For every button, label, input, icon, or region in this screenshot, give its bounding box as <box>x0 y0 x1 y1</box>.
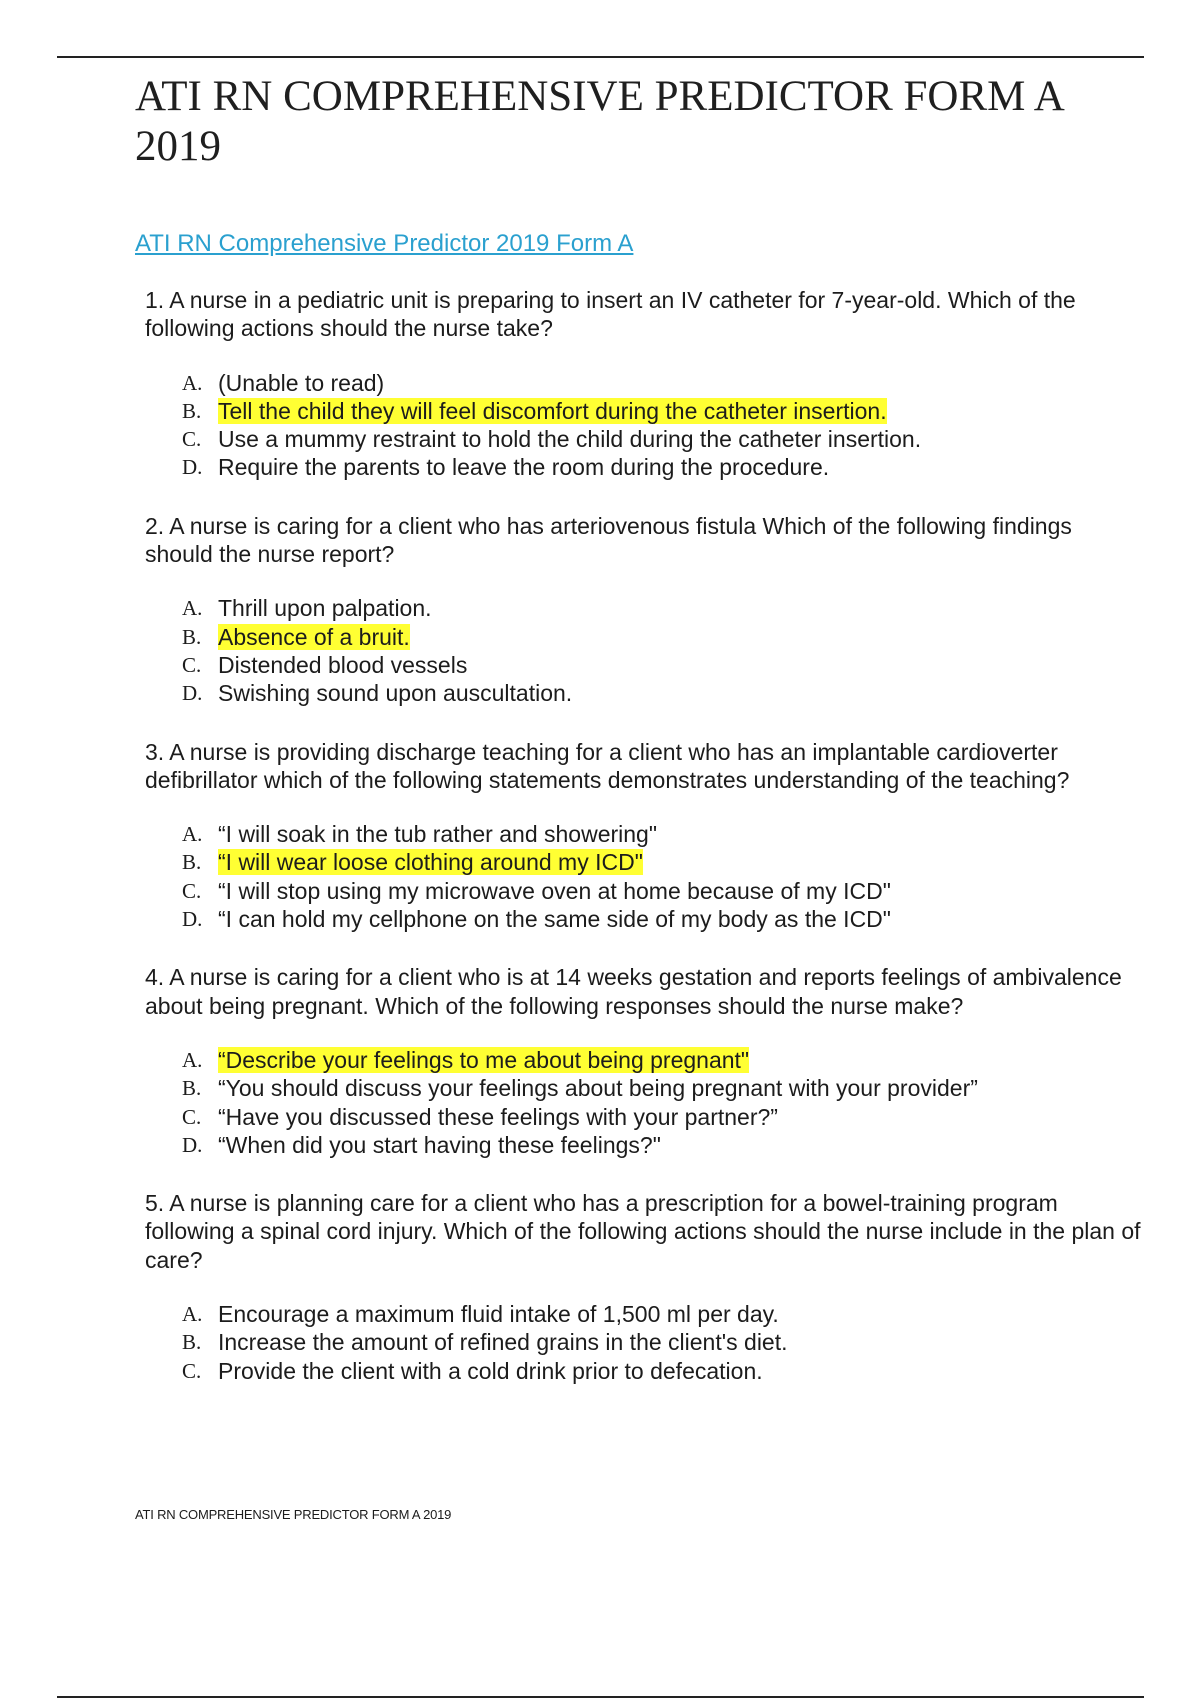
question-4 <box>145 963 1145 1159</box>
option-text: Require the parents to leave the room during the procedure. <box>218 454 830 481</box>
option-a <box>182 1046 1145 1074</box>
top-rule <box>57 56 1144 58</box>
option-b <box>182 1328 1145 1356</box>
option-letter: C. <box>182 652 202 677</box>
option-c <box>182 425 1145 453</box>
document-title: ATI RN COMPREHENSIVE PREDICTOR FORM A 2019 <box>135 73 1063 170</box>
option-d <box>182 1131 1145 1159</box>
question-stem: 5. A nurse is planning care for a client who has a prescription for a bowel-training program following a spinal cord injury. Which of the following actions should the nurse include in the plan of care? <box>145 1190 1141 1273</box>
highlighted-answer: Absence of a bruit. <box>218 623 410 650</box>
highlighted-answer: “Describe your feelings to me about being pregnant" <box>218 1046 750 1073</box>
option-letter: B. <box>182 1330 202 1355</box>
option-text: “I will stop using my microwave oven at home because of my ICD" <box>218 877 891 904</box>
option-c <box>182 651 1145 679</box>
option-c <box>182 877 1145 905</box>
question-3 <box>145 738 1145 934</box>
option-letter: A. <box>182 1302 203 1327</box>
option-letter: A. <box>182 596 203 621</box>
option-text: (Unable to read) <box>218 369 385 396</box>
option-letter: B. <box>182 398 202 423</box>
option-d <box>182 905 1145 933</box>
question-1 <box>145 286 1145 482</box>
option-b <box>182 1074 1145 1102</box>
highlighted-answer: Tell the child they will feel discomfort during the catheter insertion. <box>218 397 887 424</box>
option-list <box>182 369 1145 482</box>
option-d <box>182 453 1145 481</box>
option-b <box>182 848 1145 876</box>
option-letter: A. <box>182 822 203 847</box>
option-list <box>182 820 1145 933</box>
option-a <box>182 594 1145 622</box>
option-letter: C. <box>182 1104 202 1129</box>
question-2 <box>145 512 1145 708</box>
document-link[interactable]: ATI RN Comprehensive Predictor 2019 Form A <box>135 230 634 257</box>
option-letter: C. <box>182 1358 202 1383</box>
option-b <box>182 397 1145 425</box>
option-list <box>182 594 1145 707</box>
option-text: “When did you start having these feelings?" <box>218 1131 661 1158</box>
option-d <box>182 679 1145 707</box>
page-footer: ATI RN COMPREHENSIVE PREDICTOR FORM A 2019 <box>135 1507 452 1522</box>
option-letter: B. <box>182 850 202 875</box>
question-list <box>145 286 1145 1415</box>
bottom-rule <box>57 1696 1144 1698</box>
option-text: Distended blood vessels <box>218 651 468 678</box>
option-letter: D. <box>182 455 203 480</box>
option-a <box>182 820 1145 848</box>
highlighted-answer: “I will wear loose clothing around my ICD" <box>218 849 643 876</box>
option-a <box>182 1300 1145 1328</box>
option-text: “Have you discussed these feelings with your partner?” <box>218 1103 778 1130</box>
option-c <box>182 1103 1145 1131</box>
option-text: Use a mummy restraint to hold the child during the catheter insertion. <box>218 426 922 453</box>
option-letter: D. <box>182 681 203 706</box>
question-stem: 4. A nurse is caring for a client who is at 14 weeks gestation and reports feelings of ambivalence about being pregnant. Which of the following responses should the nurse make? <box>145 964 1122 1019</box>
option-text: Encourage a maximum fluid intake of 1,500 ml per day. <box>218 1301 779 1328</box>
option-text: “I can hold my cellphone on the same side of my body as the ICD" <box>218 906 891 933</box>
option-b <box>182 623 1145 651</box>
option-a <box>182 369 1145 397</box>
option-text: Provide the client with a cold drink prior to defecation. <box>218 1357 763 1384</box>
question-5 <box>145 1189 1145 1385</box>
option-text: Increase the amount of refined grains in the client's diet. <box>218 1329 788 1356</box>
option-letter: D. <box>182 907 203 932</box>
option-letter: B. <box>182 624 202 649</box>
option-letter: A. <box>182 1047 203 1072</box>
option-text: “You should discuss your feelings about being pregnant with your provider” <box>218 1075 978 1102</box>
option-text: Swishing sound upon auscultation. <box>218 680 573 707</box>
option-text: Thrill upon palpation. <box>218 595 432 622</box>
question-stem: 1. A nurse in a pediatric unit is preparing to insert an IV catheter for 7-year-old. Which of the following actions should the nurse take? <box>145 287 1076 342</box>
option-letter: A. <box>182 370 203 395</box>
option-text: “I will soak in the tub rather and showering" <box>218 821 657 848</box>
option-letter: B. <box>182 1076 202 1101</box>
option-letter: D. <box>182 1132 203 1157</box>
option-list <box>182 1300 1145 1385</box>
option-c <box>182 1357 1145 1385</box>
option-letter: C. <box>182 878 202 903</box>
question-stem: 3. A nurse is providing discharge teaching for a client who has an implantable cardioverter defibrillator which of the following statements demonstrates understanding of the teaching? <box>145 738 1070 793</box>
option-letter: C. <box>182 427 202 452</box>
question-stem: 2. A nurse is caring for a client who has arteriovenous fistula Which of the following findings should the nurse report? <box>145 512 1072 568</box>
option-list <box>182 1046 1145 1159</box>
